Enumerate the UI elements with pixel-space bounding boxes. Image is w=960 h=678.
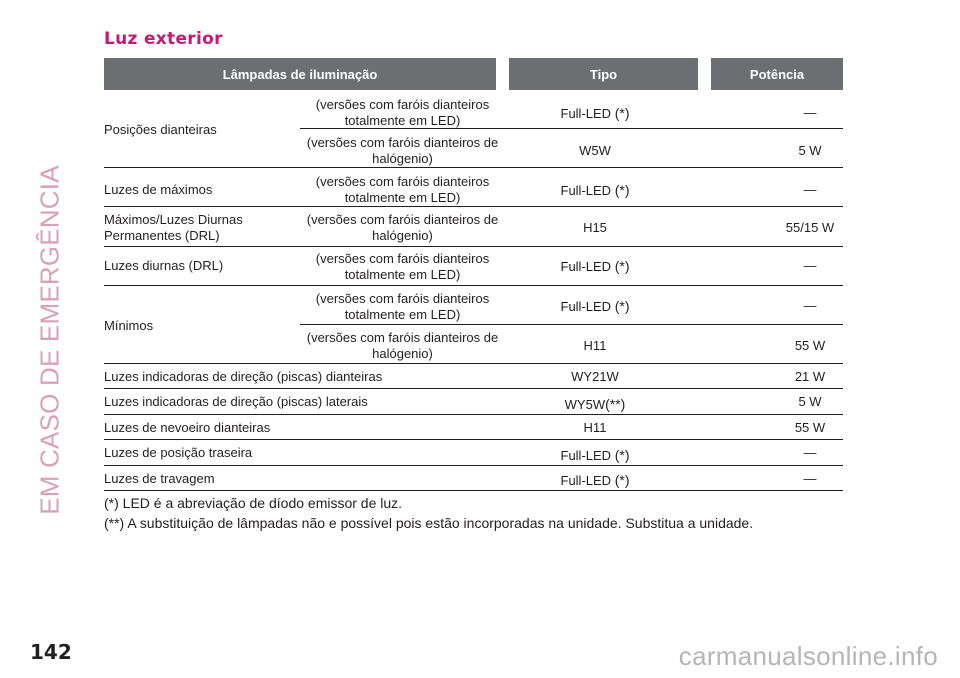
row-divider xyxy=(300,324,843,325)
row-name: Luzes indicadoras de direção (piscas) dianteiras xyxy=(104,369,383,384)
row-power: — xyxy=(803,182,817,197)
row-name: Luzes de nevoeiro dianteiras xyxy=(104,420,271,435)
row-type: H11 xyxy=(583,420,607,435)
row-name: Luzes de posição traseira xyxy=(104,445,253,460)
row-name: Luzes diurnas (DRL) xyxy=(104,258,224,273)
row-condition: (versões com faróis dianteiros totalmente em LED) xyxy=(315,251,490,282)
row-power: 55 W xyxy=(794,338,826,353)
row-power: 21 W xyxy=(794,369,826,384)
row-divider xyxy=(104,206,843,207)
row-type: Full-LED (*) xyxy=(560,472,630,488)
page-number: 142 xyxy=(30,640,72,664)
row-type: WY5W(**) xyxy=(564,396,626,412)
row-type: Full-LED (*) xyxy=(560,105,630,121)
row-type: H11 xyxy=(583,338,607,353)
row-name: Luzes de travagem xyxy=(104,471,215,486)
row-divider xyxy=(104,167,843,168)
row-divider xyxy=(104,388,843,389)
row-power: 5 W xyxy=(798,143,822,158)
row-divider xyxy=(104,246,843,247)
row-power: 5 W xyxy=(798,394,822,409)
row-name: Luzes de máximos xyxy=(104,182,213,197)
row-name: Máximos/Luzes Diurnas Permanentes (DRL) xyxy=(104,212,243,243)
row-divider xyxy=(104,414,843,415)
row-divider xyxy=(104,465,843,466)
row-condition: (versões com faróis dianteiros totalmente em LED) xyxy=(315,174,490,205)
header-lamp: Lâmpadas de iluminação xyxy=(104,58,496,90)
row-power: — xyxy=(803,258,817,273)
footnote: (**) A substituição de lâmpadas não e possível pois estão incorporadas na unidade. Substitua a unidade. xyxy=(104,515,754,531)
row-type: H15 xyxy=(583,220,607,235)
row-type: Full-LED (*) xyxy=(560,447,630,463)
header-tipo: Tipo xyxy=(509,58,698,90)
row-power: — xyxy=(803,471,817,486)
chapter-side-title-text: EM CASO DE EMERGÊNCIA xyxy=(34,165,65,515)
row-divider xyxy=(104,285,843,286)
row-divider xyxy=(104,363,843,364)
section-title: Luz exterior xyxy=(104,29,223,49)
row-power: — xyxy=(803,298,817,313)
row-divider xyxy=(104,439,843,440)
row-divider xyxy=(300,128,843,129)
row-type: Full-LED (*) xyxy=(560,298,630,314)
row-name: Mínimos xyxy=(104,318,154,333)
row-power: — xyxy=(803,445,817,460)
row-type: Full-LED (*) xyxy=(560,258,630,274)
row-type: Full-LED (*) xyxy=(560,182,630,198)
row-condition: (versões com faróis dianteiros de halógenio) xyxy=(306,212,499,243)
row-condition: (versões com faróis dianteiros de halógenio) xyxy=(306,135,499,166)
header-potencia: Potência xyxy=(711,58,843,90)
row-power: 55/15 W xyxy=(785,220,835,235)
footnote: (*) LED é a abreviação de díodo emissor de luz. xyxy=(104,495,403,511)
table-bottom-rule xyxy=(104,490,843,491)
row-power: — xyxy=(803,105,817,120)
row-name: Posições dianteiras xyxy=(104,122,217,137)
row-condition: (versões com faróis dianteiros de halógenio) xyxy=(306,330,499,361)
row-condition: (versões com faróis dianteiros totalmente em LED) xyxy=(315,291,490,322)
row-type: WY21W xyxy=(571,369,619,384)
row-power: 55 W xyxy=(794,420,826,435)
row-condition: (versões com faróis dianteiros totalmente em LED) xyxy=(315,97,490,128)
row-name: Luzes indicadoras de direção (piscas) laterais xyxy=(104,394,368,409)
row-type: W5W xyxy=(579,143,611,158)
watermark: carmanualsonline.info xyxy=(678,641,938,671)
